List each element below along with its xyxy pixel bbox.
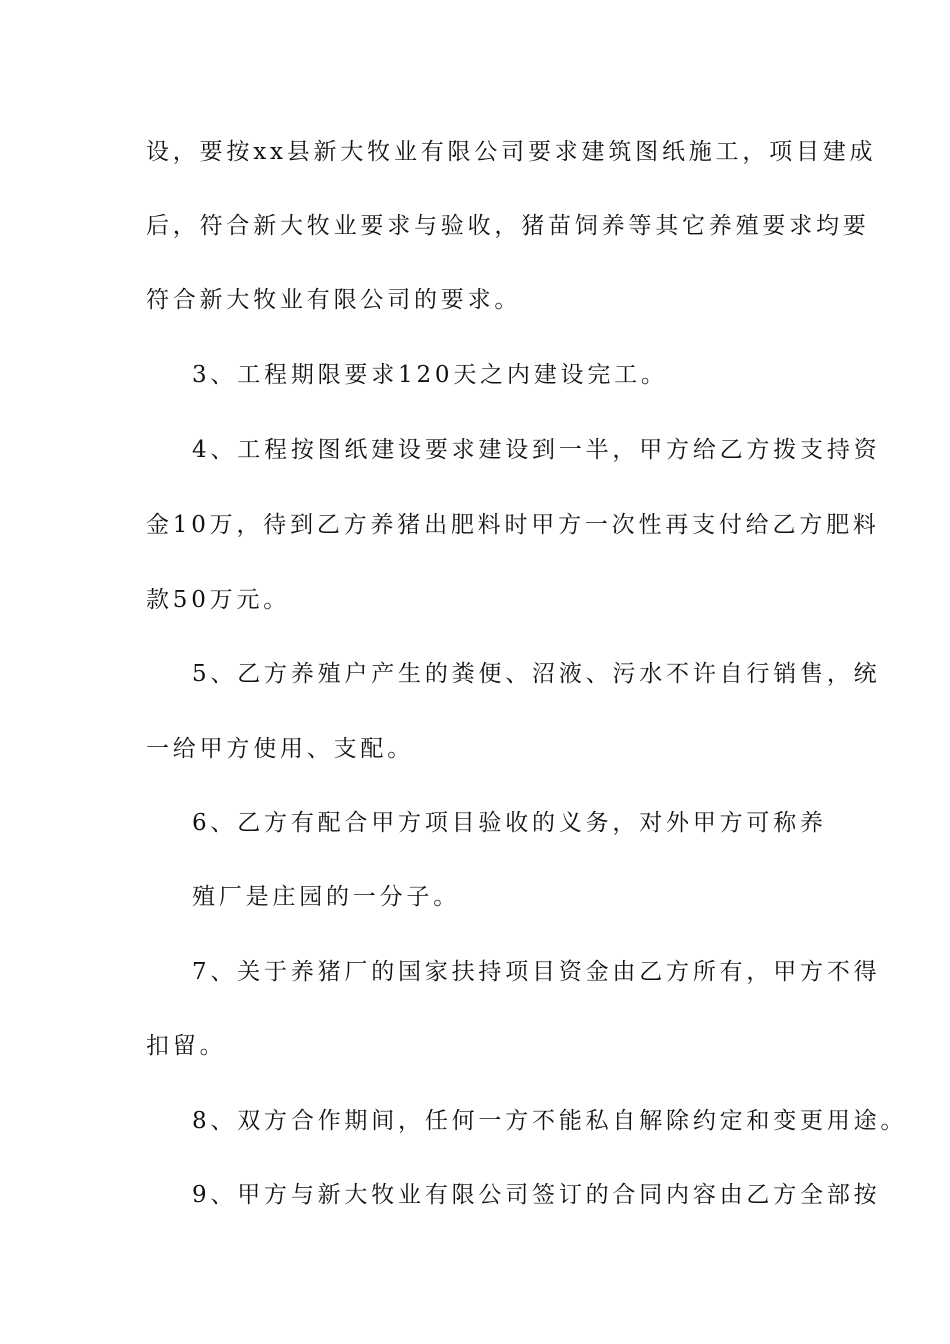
paragraph-line: 后，符合新大牧业要求与验收，猪苗饲养等其它养殖要求均要 xyxy=(146,213,870,239)
paragraph-line: 5、乙方养殖户产生的粪便、沼液、污水不许自行销售，统 xyxy=(192,661,881,687)
paragraph-line: 设，要按xx县新大牧业有限公司要求建筑图纸施工，项目建成 xyxy=(146,139,877,165)
paragraph-line: 4、工程按图纸建设要求建设到一半，甲方给乙方拨支持资 xyxy=(192,437,881,463)
paragraph-line: 殖厂是庄园的一分子。 xyxy=(192,884,460,910)
paragraph-line: 7、关于养猪厂的国家扶持项目资金由乙方所有，甲方不得 xyxy=(192,959,881,985)
paragraph-line: 9、甲方与新大牧业有限公司签订的合同内容由乙方全部按 xyxy=(192,1182,881,1208)
paragraph-line: 一给甲方使用、支配。 xyxy=(146,736,414,762)
paragraph-line: 款50万元。 xyxy=(146,587,291,613)
paragraph-line: 符合新大牧业有限公司的要求。 xyxy=(146,287,522,313)
paragraph-line: 金10万，待到乙方养猪出肥料时甲方一次性再支付给乙方肥料 xyxy=(146,512,880,538)
paragraph-line: 3、工程期限要求120天之内建设完工。 xyxy=(192,362,668,388)
paragraph-line: 8、双方合作期间，任何一方不能私自解除约定和变更用途。 xyxy=(192,1108,908,1134)
paragraph-line: 6、乙方有配合甲方项目验收的义务，对外甲方可称养 xyxy=(192,810,827,836)
paragraph-line: 扣留。 xyxy=(146,1033,227,1059)
